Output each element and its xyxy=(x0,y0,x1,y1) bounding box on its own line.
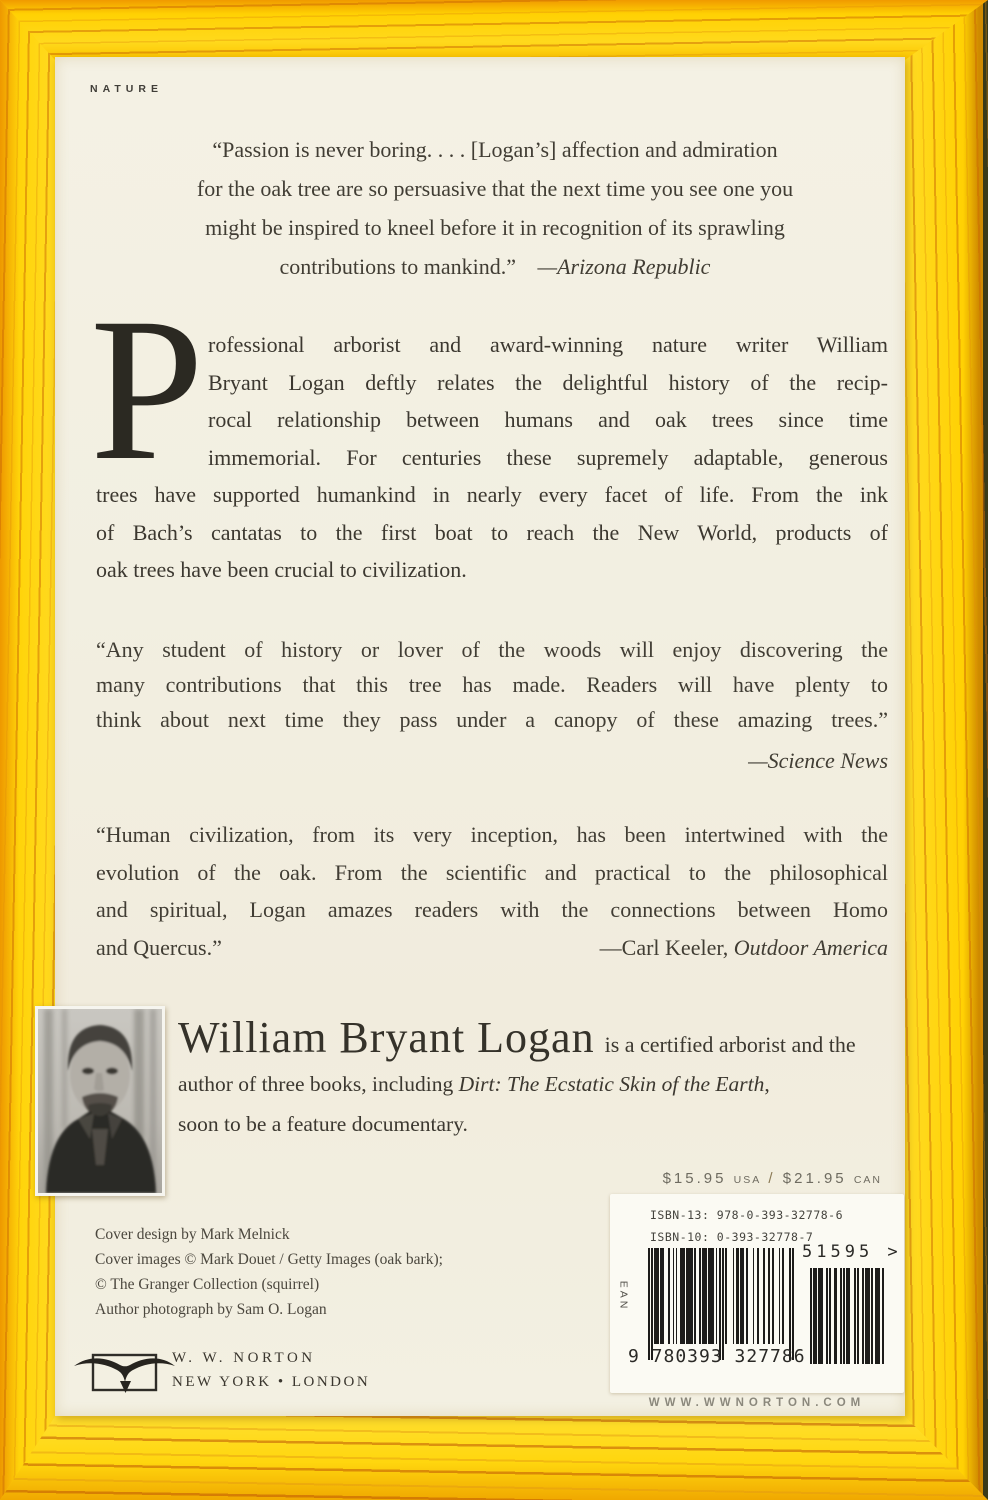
author-name: William Bryant Logan xyxy=(178,1013,595,1062)
barcode-bar xyxy=(676,1248,678,1344)
barcode-bar xyxy=(878,1268,880,1364)
barcode-bar xyxy=(792,1248,794,1360)
barcode-bar xyxy=(699,1248,701,1344)
synopsis-line: Bryant Logan deftly relates the delightful history of the recip- xyxy=(208,369,888,395)
isbn-10: ISBN-10: 0-393-32778-7 xyxy=(650,1230,814,1244)
barcode-bar xyxy=(705,1248,707,1344)
ean13-barcode xyxy=(648,1248,794,1362)
synopsis-line: immemorial. For centuries these supremely adaptable, generous xyxy=(208,444,888,470)
barcode-bar xyxy=(871,1268,873,1364)
credits-block xyxy=(95,1222,575,1322)
synopsis-indented xyxy=(208,326,888,476)
barcode-bar xyxy=(673,1248,675,1344)
barcode-bar xyxy=(662,1248,664,1344)
barcode-bar xyxy=(694,1248,696,1344)
quote-attribution-line xyxy=(96,929,888,967)
credit-line: Cover images © Mark Douet / Getty Images (oak bark); xyxy=(95,1251,443,1268)
barcode-bar xyxy=(737,1248,739,1344)
barcode-bar xyxy=(668,1248,670,1344)
synopsis-line: rocal relationship between humans and oak trees since time xyxy=(208,407,888,432)
quote-attribution-line xyxy=(98,247,892,286)
barcode-bar xyxy=(862,1268,864,1364)
price-usd-region: USA xyxy=(733,1174,762,1186)
author-bio-line: soon to be a feature documentary. xyxy=(178,1112,468,1136)
barcode-bar xyxy=(746,1248,748,1344)
barcode-bar xyxy=(733,1248,735,1344)
credit-line: Author photograph by Sam O. Logan xyxy=(95,1301,327,1318)
barcode-bar xyxy=(789,1248,791,1360)
supplement-barcode xyxy=(810,1268,884,1366)
barcode-bar xyxy=(716,1248,718,1344)
category-label: NATURE xyxy=(90,83,163,95)
credit-line: Cover design by Mark Melnick xyxy=(95,1226,290,1243)
barcode-bar xyxy=(829,1268,831,1364)
quote-arizona-republic xyxy=(98,130,892,286)
publisher-cities: NEW YORK • LONDON xyxy=(172,1374,371,1390)
credit-line: © The Granger Collection (squirrel) xyxy=(95,1276,320,1293)
barcode-bar xyxy=(722,1248,724,1360)
supplement-code: 51595 > xyxy=(802,1242,902,1262)
quote-line: “Human civilization, from its very inception, has been intertwined with the xyxy=(96,822,888,847)
price-line xyxy=(480,1170,882,1187)
barcode-bar xyxy=(683,1248,685,1344)
barcode-bar xyxy=(810,1268,812,1364)
barcode-bar xyxy=(868,1268,870,1364)
quote-line: evolution of the oak. From the scientific and practical to the philosophical xyxy=(96,859,888,885)
quote-line: contributions to mankind.” xyxy=(279,254,517,279)
quote-line: think about next time they pass under a canopy of these amazing trees.” xyxy=(96,707,888,732)
synopsis-line: rofessional arborist and award-winning nature writer William xyxy=(208,332,888,357)
barcode-bar xyxy=(854,1268,856,1364)
wood-frame-right xyxy=(905,0,988,1500)
barcode-bar xyxy=(848,1268,850,1364)
barcode-bar xyxy=(742,1248,744,1344)
price-cad-region: CAN xyxy=(853,1174,882,1186)
synopsis xyxy=(90,276,888,589)
quote-line: “Passion is never boring. . . . [Logan’s] affection and admiration xyxy=(212,137,778,162)
publisher-url: WWW.WWNORTON.COM xyxy=(648,1397,866,1409)
barcode-bar xyxy=(821,1268,823,1364)
barcode-bar xyxy=(779,1248,781,1344)
synopsis-line: trees have supported humankind in nearly every facet of life. From the ink xyxy=(96,482,888,507)
wood-frame-bottom xyxy=(0,1416,988,1500)
quote-line: “Any student of history or lover of the woods will enjoy discovering the xyxy=(96,637,888,662)
author-bio-line xyxy=(178,1012,884,1064)
barcode-bar xyxy=(648,1248,650,1360)
quote-line: might be inspired to kneel before it in recognition of its sprawling xyxy=(205,215,785,240)
barcode-bar xyxy=(713,1248,715,1344)
publisher-name: W. W. NORTON xyxy=(172,1350,316,1366)
quote-line: and Quercus.” xyxy=(96,934,222,960)
quote-line: many contributions that this tree has made. Readers will have plenty to xyxy=(96,672,888,697)
author-photo xyxy=(35,1006,165,1196)
quote-attribution: —Arizona Republic xyxy=(537,254,711,279)
barcode-bar xyxy=(782,1248,784,1344)
barcode-bar xyxy=(840,1268,842,1364)
barcode-bar xyxy=(753,1248,755,1344)
quote-outdoor-america xyxy=(96,816,888,967)
ean-label: EAN xyxy=(617,1280,630,1312)
price-cad: $21.95 xyxy=(782,1170,847,1187)
wood-frame-top xyxy=(0,0,988,60)
author-bio-text: is a certified arborist and the xyxy=(604,1032,856,1057)
barcode-bar xyxy=(725,1248,727,1344)
barcode-bar xyxy=(691,1248,693,1344)
barcode-bar xyxy=(835,1268,837,1364)
quote-line: and spiritual, Logan amazes readers with the connections between Homo xyxy=(96,897,888,922)
barcode-bar xyxy=(815,1268,817,1364)
barcode-bar xyxy=(651,1248,653,1360)
book-title-italic: Dirt: The Ecstatic Skin of the Earth xyxy=(458,1072,765,1096)
barcode-bar xyxy=(843,1268,845,1364)
author-bio-line: author of three books, including Dirt: The Ecstatic Skin of the Earth, xyxy=(178,1072,770,1096)
quote-science-news xyxy=(96,632,888,779)
isbn-13: ISBN-13: 978-0-393-32778-6 xyxy=(650,1208,844,1222)
quote-attribution: —Carl Keeler, Outdoor America xyxy=(599,934,888,960)
quote-attribution: —Science News xyxy=(748,748,888,773)
barcode-bar xyxy=(768,1248,770,1344)
barcode-digits: 9 780393 327786 xyxy=(628,1346,806,1367)
barcode-bar xyxy=(826,1268,828,1364)
barcode-bar xyxy=(763,1248,765,1344)
barcode-bar xyxy=(772,1248,774,1344)
barcode-bar xyxy=(757,1248,759,1344)
wood-frame-left xyxy=(0,0,55,1500)
author-bio xyxy=(178,1012,884,1144)
price-usd: $15.95 xyxy=(662,1170,727,1187)
synopsis-line: oak trees have been crucial to civilization. xyxy=(96,557,467,582)
barcode-bar xyxy=(882,1268,884,1364)
price-separator: / xyxy=(768,1170,776,1187)
isbn-barcode-box xyxy=(610,1194,904,1393)
barcode-bar xyxy=(719,1248,721,1360)
barcode-bar xyxy=(657,1248,659,1344)
quote-line: for the oak tree are so persuasive that the next time you see one you xyxy=(196,176,794,201)
barcode-bar xyxy=(857,1268,859,1364)
synopsis-line: of Bach’s cantatas to the first boat to reach the New World, products of xyxy=(96,519,888,545)
author-portrait-illustration xyxy=(38,1009,162,1193)
norton-seagull-logo-icon xyxy=(72,1346,176,1396)
drop-cap: P xyxy=(90,276,205,503)
